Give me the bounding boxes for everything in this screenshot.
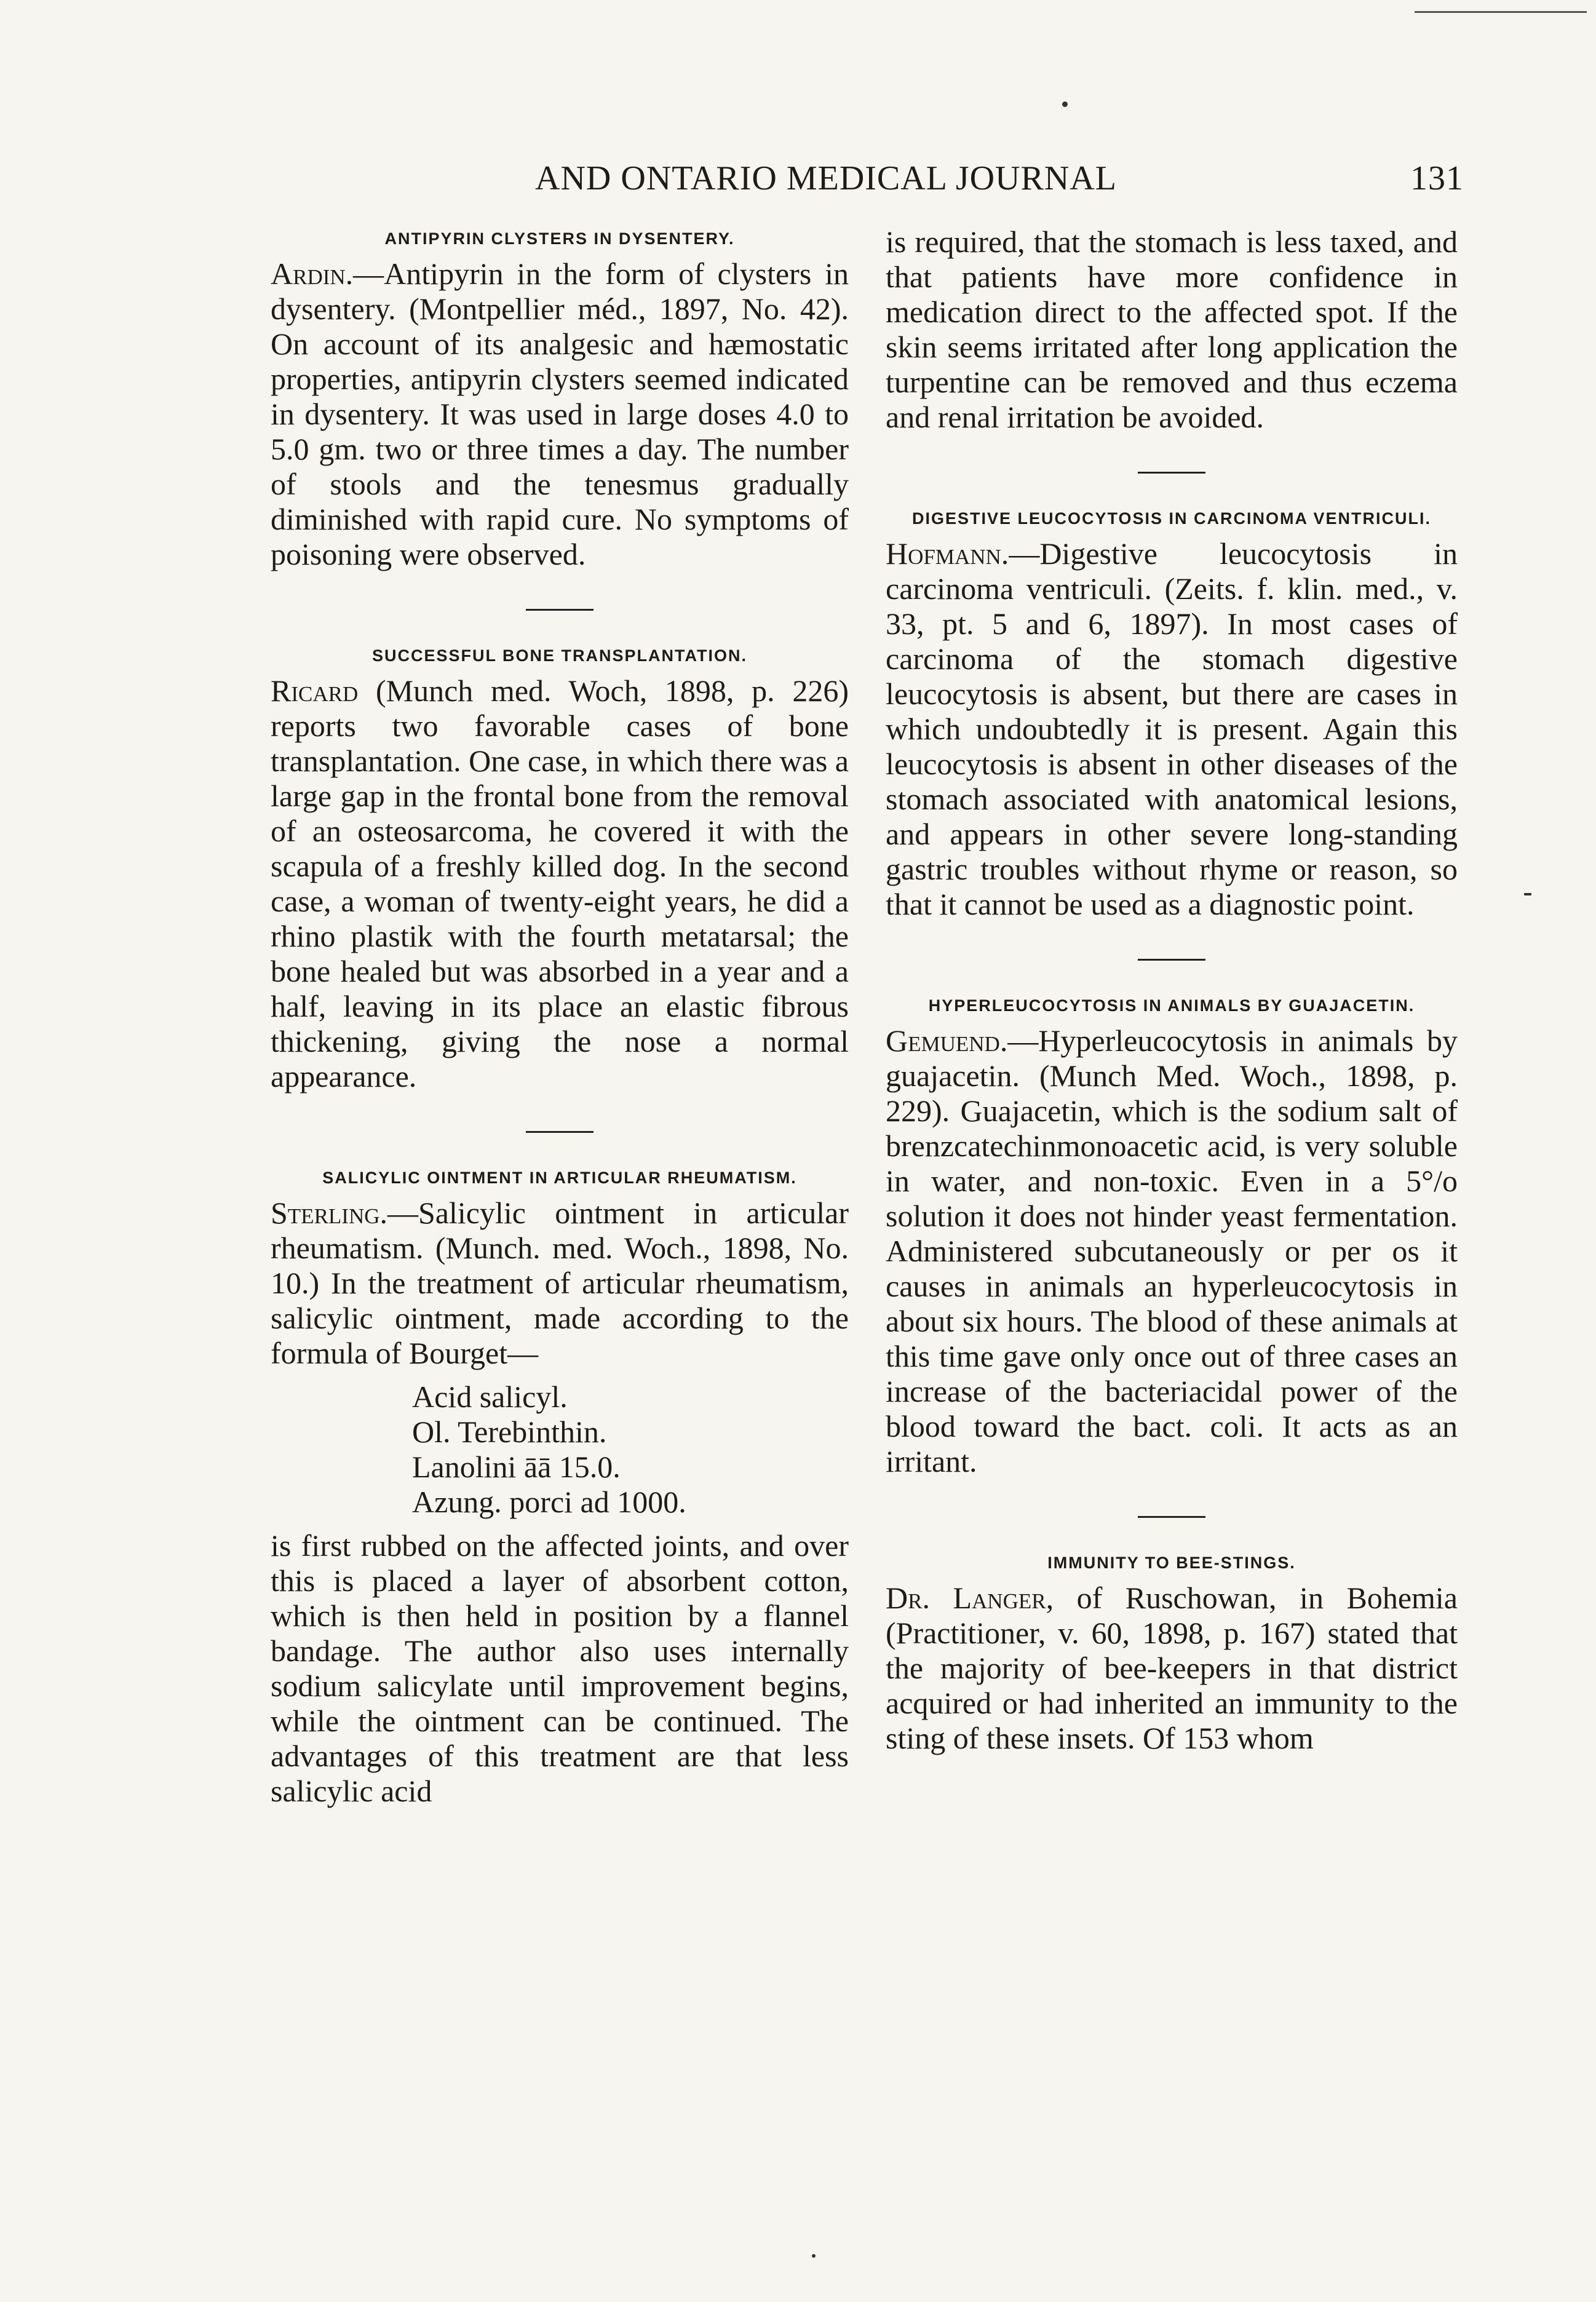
section-divider [526, 1131, 594, 1133]
article-heading: DIGESTIVE LEUCOCYTOSIS IN CARCINOMA VENTRICULI. [911, 509, 1432, 528]
article-body [271, 256, 849, 572]
continued-text: is required, that the stomach is less taxed, and that patients have more confidence in medication direct to the affected spot. If the skin seems irritated after long application the turpentine can be removed and thus eczema and renal irritation be avoided. [886, 224, 1458, 434]
article-author: Ricard [271, 673, 359, 708]
article-author: Dr. Langer [886, 1581, 1046, 1615]
article-heading: SUCCESSFUL BONE TRANSPLANTATION. [371, 646, 747, 665]
article-body [271, 1196, 849, 1371]
ink-dot [812, 2254, 816, 2258]
article-body [886, 536, 1458, 922]
section-divider [1138, 959, 1205, 961]
article-text: (Munch med. Woch, 1898, p. 226) reports two favorable cases of bone transplantation. One case, in which there was a large gap in the frontal bone from the removal of an osteosarcoma, he covered it with the scapula of a freshly killed dog. In the second case, a woman of twenty-eight years, he did a rhino plastik with the fourth metatarsal; the bone healed but was absorbed in a year and a half, leaving in its place an elastic fibrous thickening, giving the nose a normal appearance. [271, 673, 849, 1093]
formula-line: Azung. porci ad 1000. [412, 1485, 686, 1519]
section-divider [1138, 1516, 1205, 1518]
formula-line: Ol. Terebinthin. [412, 1415, 607, 1449]
section-divider [526, 609, 594, 611]
left-column [271, 224, 849, 1809]
formula-line: Lanolini āā 15.0. [412, 1450, 621, 1484]
article-heading: ANTIPYRIN CLYSTERS IN DYSENTERY. [384, 229, 735, 248]
article-heading: HYPERLEUCOCYTOSIS IN ANIMALS BY GUAJACETIN. [928, 996, 1415, 1015]
article-text: —Salicylic ointment in articular rheumatism. (Munch. med. Woch., 1898, No. 10.) In the treatment of articular rheumatism, salicylic ointment, made according to the formula of Bourget— [271, 1196, 849, 1370]
article-author: Hofmann. [886, 536, 1009, 571]
article-author: Ardin. [271, 256, 354, 291]
section-divider [1138, 472, 1205, 474]
article-text: —Hyperleucocytosis in animals by guajacetin. (Munch Med. Woch., 1898, p. 229). Guajacetin, which is the sodium salt of brenzcatechinmonoacetic acid, is very soluble in water, and non-toxic. Even in a 5°/o solution it does not hinder yeast fermentation. Administered subcutaneously or per os it causes in animals an hyperleucocytosis in about six hours. The blood of these animals at this time gave only once out of three cases an increase of the bacteriacidal power of the blood toward the bact. coli. It acts as an irritant. [886, 1023, 1458, 1478]
article-body-continued: is first rubbed on the affected joints, and over this is placed a layer of absorbent cotton, which is then held in position by a flannel bandage. The author also uses internally sodium salicylate until improvement begins, while the ointment can be continued. The advantages of this treatment are that less salicylic acid [271, 1528, 849, 1808]
margin-mark [1524, 893, 1531, 895]
running-head: AND ONTARIO MEDICAL JOURNAL [535, 159, 1117, 197]
prescription-formula [412, 1379, 849, 1520]
article-body [271, 673, 849, 1094]
formula-line: Acid salicyl. [412, 1379, 568, 1414]
article-author: Sterling. [271, 1196, 387, 1230]
article-heading: IMMUNITY TO BEE-STINGS. [1047, 1554, 1296, 1572]
right-column [886, 224, 1458, 1756]
article-body [886, 1581, 1458, 1756]
article-text: , of Ruschowan, in Bohemia (Practitioner, v. 60, 1898, p. 167) stated that the majority of bee-keepers in that district acquired or had inherited an immunity to the sting of these insets. Of 153 whom [886, 1581, 1458, 1755]
article-heading: SALICYLIC OINTMENT IN ARTICULAR RHEUMATISM. [322, 1169, 797, 1187]
page-number: 131 [1410, 159, 1464, 197]
ink-dot [1062, 101, 1068, 107]
article-author: Gemuend. [886, 1023, 1008, 1058]
article-body [886, 1023, 1458, 1479]
article-text: —Digestive leucocytosis in carcinoma ventriculi. (Zeits. f. klin. med., v. 33, pt. 5 and 6, 1897). In most cases of carcinoma of the stomach digestive leucocytosis is absent, but there are cases in which undoubtedly it is present. Again this leucocytosis is absent in other diseases of the stomach associated with anatomical lesions, and appears in other severe long-standing gastric troubles without rhyme or reason, so that it cannot be used as a diagnostic point. [886, 536, 1458, 921]
article-text: —Antipyrin in the form of clysters in dysentery. (Montpellier méd., 1897, No. 42). On account of its analgesic and hæmostatic properties, antipyrin clysters seemed indicated in dysentery. It was used in large doses 4.0 to 5.0 gm. two or three times a day. The number of stools and the tenesmus gradually diminished with rapid cure. No symptoms of poisoning were observed. [271, 256, 849, 571]
top-rule [1415, 11, 1587, 13]
